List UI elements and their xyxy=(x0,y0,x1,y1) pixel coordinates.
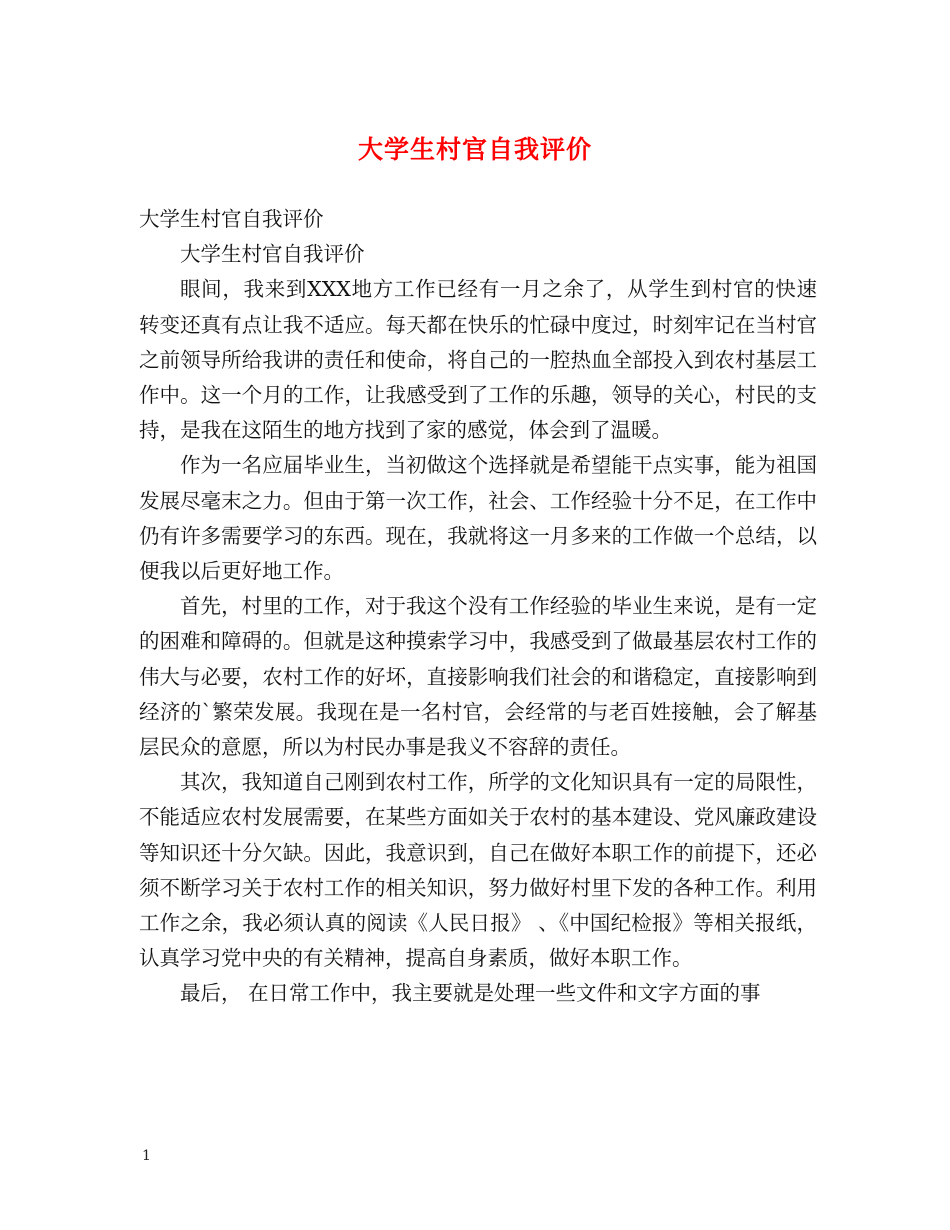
paragraph-second: 其次，我知道自己刚到农村工作，所学的文化知识具有一定的局限性，不能适应农村发展需要，在某些方面如关于农村的基本建设、党风廉政建设等知识还十分欠缺。因此，我意识到，自己在做好本职工作的前提下，还必须不断学习关于农村工作的相关知识，努力做好村里下发的各种工作。利用工作之余，我必须认真的阅读《人民日报》 、《中国纪检报》等相关报纸，认真学习党中央的有关精神，提高自身素质，做好本职工作。 xyxy=(139,770,817,971)
document-body xyxy=(139,202,817,1012)
paragraph-first: 首先，村里的工作，对于我这个没有工作经验的毕业生来说，是有一定的困难和障碍的。但就是这种摸索学习中，我感受到了做最基层农村工作的伟大与必要，农村工作的好坏，直接影响我们社会的和谐稳定，直接影响到经济的`繁荣发展。我现在是一名村官，会经常的与老百姓接触，会了解基层民众的意愿，所以为村民办事是我义不容辞的责任。 xyxy=(139,594,817,760)
paragraph-subheading: 大学生村官自我评价 xyxy=(180,242,365,267)
paragraph-intro: 眼间，我来到XXX地方工作已经有一月之余了，从学生到村官的快速转变还真有点让我不适应。每天都在快乐的忙碌中度过，时刻牢记在当村官之前领导所给我讲的责任和使命，将自己的一腔热血全部投入到农村基层工作中。这一个月的工作，让我感受到了工作的乐趣，领导的关心，村民的支持，是我在这陌生的地方找到了家的感觉，体会到了温暖。 xyxy=(139,277,817,443)
paragraph-heading: 大学生村官自我评价 xyxy=(139,207,324,231)
page-number: 1 xyxy=(142,1148,151,1164)
document-title: 大学生村官自我评价 xyxy=(357,135,592,164)
paragraph-graduate: 作为一名应届毕业生，当初做这个选择就是希望能干点实事，能为祖国发展尽毫末之力。但由于第一次工作，社会、工作经验十分不足，在工作中仍有许多需要学习的东西。现在，我就将这一月多来的工作做一个总结，以便我以后更好地工作。 xyxy=(139,453,817,584)
paragraph-last: 最后， 在日常工作中，我主要就是处理一些文件和文字方面的事 xyxy=(180,981,761,1006)
